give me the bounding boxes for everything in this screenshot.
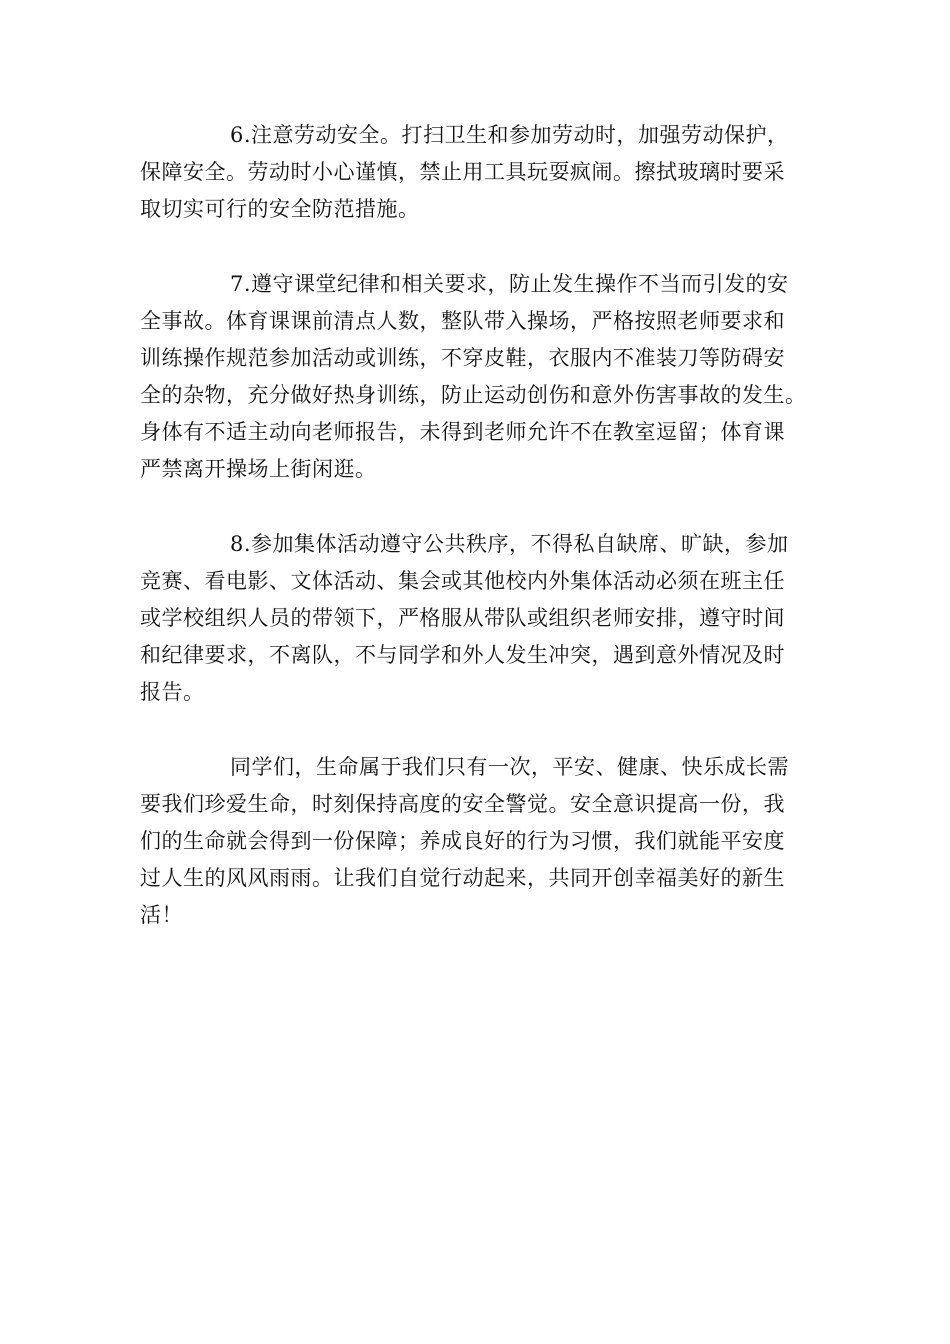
paragraph-line: 或学校组织人员的带领下，严格服从带队或组织老师安排，遵守时间 [140, 606, 785, 630]
paragraph-line: 报告。 [140, 680, 205, 704]
paragraph-line: 取切实可行的安全防范措施。 [140, 197, 420, 221]
paragraph-line: 们的生命就会得到一份保障；养成良好的行为习惯，我们就能平安度 [140, 829, 785, 853]
paragraph-line: 全事故。体育课课前清点人数，整队带入操场，严格按照老师要求和 [140, 309, 785, 333]
paragraph-line: 活！ [140, 903, 183, 927]
paragraph-classroom-discipline [140, 266, 820, 488]
paragraph-closing [140, 749, 820, 934]
paragraph-line: 保障安全。劳动时小心谨慎，禁止用工具玩耍疯闹。擦拭玻璃时要采 [140, 160, 785, 184]
paragraph-line: 同学们，生命属于我们只有一次，平安、健康、快乐成长需 [230, 755, 789, 779]
paragraph-group-activities [140, 526, 820, 711]
paragraph-line: 8.参加集体活动遵守公共秩序，不得私自缺席、旷缺，参加 [230, 532, 789, 556]
paragraph-line: 全的杂物，充分做好热身训练，防止运动创伤和意外伤害事故的发生。 [140, 383, 807, 407]
paragraph-line: 7.遵守课堂纪律和相关要求，防止发生操作不当而引发的安 [230, 272, 789, 296]
paragraph-line: 过人生的风风雨雨。让我们自觉行动起来，共同开创幸福美好的新生 [140, 866, 785, 890]
paragraph-labor-safety [140, 117, 820, 228]
document-body [140, 117, 820, 972]
paragraph-line: 训练操作规范参加活动或训练，不穿皮鞋，衣服内不准装刀等防碍安 [140, 346, 785, 370]
paragraph-line: 竞赛、看电影、文体活动、集会或其他校内外集体活动必须在班主任 [140, 569, 785, 593]
paragraph-line: 身体有不适主动向老师报告，未得到老师允许不在教室逗留；体育课 [140, 420, 785, 444]
paragraph-line: 严禁离开操场上街闲逛。 [140, 457, 377, 481]
paragraph-line: 要我们珍爱生命，时刻保持高度的安全警觉。安全意识提高一份，我 [140, 792, 785, 816]
paragraph-line: 6.注意劳动安全。打扫卫生和参加劳动时，加强劳动保护， [230, 123, 789, 147]
paragraph-line: 和纪律要求，不离队，不与同学和外人发生冲突，遇到意外情况及时 [140, 643, 785, 667]
